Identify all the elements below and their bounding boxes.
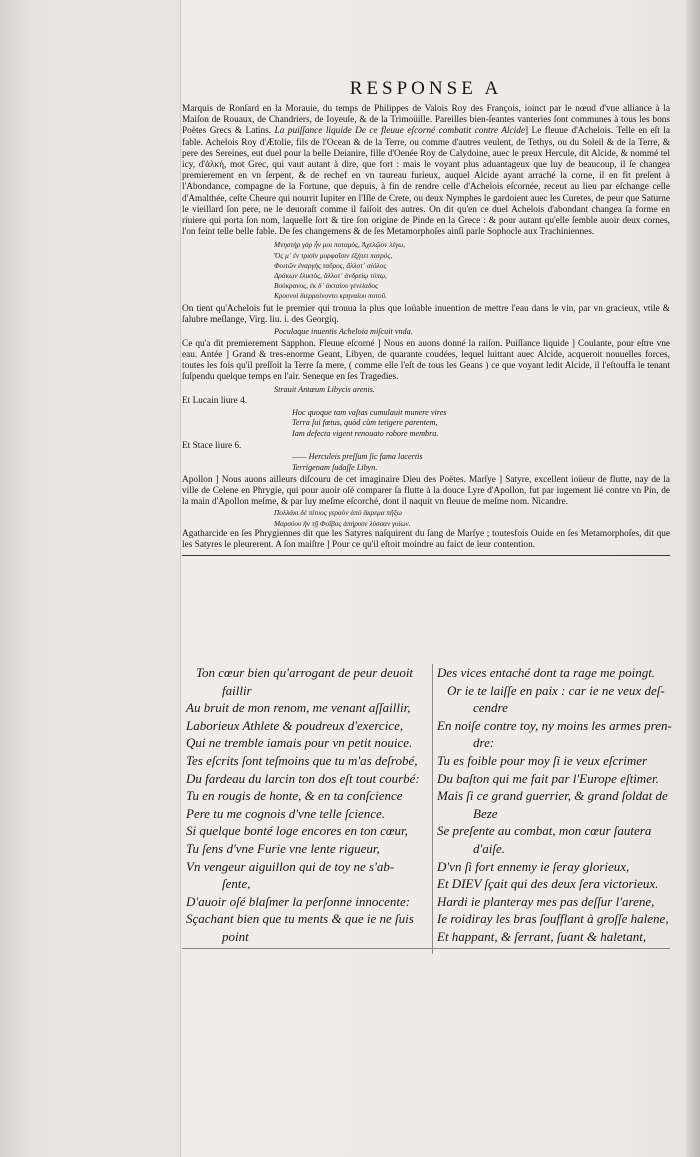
column-divider bbox=[432, 664, 433, 954]
greek-quotation bbox=[182, 240, 670, 301]
verse-continuation: dre: bbox=[473, 735, 495, 751]
latin-quotation: Poculaque inuentis Acheloia miſcuit vnda. bbox=[274, 327, 413, 337]
verse-line: Sçachant bien que tu ments & que ie ne ſuis bbox=[186, 911, 414, 927]
verse-continuation: ſente, bbox=[222, 876, 251, 892]
citation-line: Et Lucain liure 4. bbox=[182, 396, 248, 407]
verse-line: Se preſente au combat, mon cœur ſautera bbox=[437, 823, 652, 839]
verse-line: Pere tu me cognois d'vne telle ſcience. bbox=[186, 805, 386, 821]
verse-line: Laborieux Athlete & poudreux d'exercice, bbox=[186, 717, 404, 733]
verse-line: D'auoir oſé blaſmer la perſonne innocente: bbox=[186, 893, 411, 909]
verse-line: Hardi ie planteray mes pas deſſur l'arene, bbox=[437, 893, 655, 909]
commentary-text: Marquis de Ronſard en la Morauie, du temps de Philippes de Valois Roy des François, ioinct par le nœud d'vne alliance à la Maiſon de Rouaux, de Chandriers, de Ioyeuſe, & de la Trimoüille. Pareilles bien-ſeantes vanteries ſont communes à tous les bons Poëtes Grecs & Latins. bbox=[182, 104, 670, 137]
poem-block bbox=[182, 664, 670, 954]
verse-line: Ie roidiray les bras ſoufflant à groſſe halene, bbox=[437, 911, 669, 927]
verse-continuation: faillir bbox=[222, 682, 252, 698]
fold-line bbox=[180, 0, 181, 1157]
verse-line: Vn vengeur aiguillon qui de toy ne s'ab- bbox=[186, 858, 395, 874]
verse-line: Tu ſens d'vne Furie vne lente rigueur, bbox=[186, 840, 380, 856]
latin-verse: —— Herculeis preſſum ſic fama lacertis bbox=[292, 452, 423, 462]
poem-left-column bbox=[186, 664, 429, 946]
verse-line: Qui ne tremble iamais pour vn petit nouice. bbox=[186, 735, 413, 751]
greek-verse: Φοιτῶν ἐναργὴς ταῦρος, ἄλλοτ᾽ αἰόλος bbox=[274, 260, 387, 270]
latin-verse: Hoc quoque tam vaſtas cumulauit munere vires bbox=[292, 407, 447, 417]
verse-continuation: point bbox=[222, 928, 249, 944]
commentary-paragraph bbox=[182, 104, 670, 238]
verse-line: Et happant, & ſerrant, ſuant & haletant, bbox=[437, 928, 647, 944]
greek-verse: Κρουνοὶ διερραίνοντο κρηναίου ποτοῦ. bbox=[274, 291, 387, 301]
greek-verse: Δράκων ἑλικτὸς, ἄλλοτ᾽ ἀνδρείῳ τύπῳ, bbox=[274, 271, 387, 281]
verse-line: Au bruit de mon renom, me venant aſſaillir, bbox=[186, 700, 411, 716]
verse-line: Et DIEV ſçait qui des deux ſera victorieux. bbox=[437, 876, 659, 892]
verse-line: Tes eſcrits ſont teſmoins que tu m'as deſrobé, bbox=[186, 752, 418, 768]
verse-line: Or ie te laiſſe en paix : car ie ne veux deſ- bbox=[447, 682, 665, 698]
bottom-rule bbox=[182, 948, 670, 949]
commentary-paragraph: On tient qu'Achelois fut le premier qui trouua la plus que loüable inuention de mettre l'eau dans le vin, par vn gracieux, vtile & ſalubre meſlange, Virg. liu. i. des Georgiq. bbox=[182, 303, 670, 325]
section-rule bbox=[182, 555, 670, 556]
latin-quotation: Strauit Antæum Libycis arenis. bbox=[274, 384, 375, 394]
citation-line: Et Stace liure 6. bbox=[182, 441, 242, 452]
verse-line: Des vices entaché dont ta rage me poingt. bbox=[437, 665, 656, 680]
verse-line: Ton cœur bien qu'arrogant de peur deuoit bbox=[196, 665, 414, 680]
commentary-paragraph: Agatharcide en ſes Phrygiennes dit que les Satyres naſquirent du ſang de Marſye ; toutesfois Ouide en ſes Metamorphoſes, dit que les Satyres le pleurerent. A ſon maiſtre ] Pour ce qu'il eſtoit moindre au faict de leur contention. bbox=[182, 528, 670, 551]
greek-verse: Βούκρανος, ἐκ δ᾽ ἀκταίου γενείαδος bbox=[274, 281, 378, 291]
latin-verse: Terra ſui fœtus, quòd cùm tetigere parentem, bbox=[292, 418, 438, 428]
verse-continuation: d'aiſe. bbox=[473, 840, 506, 856]
commentary-paragraph: Apollon ] Nous auons ailleurs diſcouru de cet imaginaire Dieu des Poëtes. Marſye ] Satyre, excellent ioüeur de flutte, nay de la ville de Celene en Phrygie, qui pour auoir oſé comparer ſa flutte à la douce Lyre d'Apollon, fut par iugement lié contre vn Pin, de la main d'Apollon meſme, & par luy meſme eſcorché, dont il naquit vn fleuue de meſme nom. Nicandre. bbox=[182, 474, 670, 508]
verse-line: Du fardeau du larcin ton dos eſt tout courbé: bbox=[186, 770, 420, 786]
verse-line: Tu en rougis de honte, & en ta conſcience bbox=[186, 788, 403, 804]
verse-line: Du baſton qui me fait par l'Europe eſtimer. bbox=[437, 770, 659, 786]
commentary-paragraph: Ce qu'a dit premierement Sapphon. Fleuue eſcorné ] Nous en auons donné la raiſon. Puiſſance liquide ] Coulante, pour eſtre vne eau. Antée ] Grand & tres-enorme Geant, Libyen, de quarante coudées, lequel luittant auec Alcide, acqueroit nouuelles forces, toutes les fois qu'il preſſoit la Terre ſa mere, ( comme elle l'eſt de tous les Geans ) ce que voyant ledit Alcide, il l'eſtouffa le tenant ſuſpendu quelque temps en l'air. Seneque en ſes Tragedies. bbox=[182, 338, 670, 383]
verse-continuation: cendre bbox=[473, 700, 508, 716]
greek-verse: Ὅς μ᾽ ἐν τρισὶν μορφαῖσιν ἐξῄτει πατρός, bbox=[274, 250, 393, 260]
lemma-reference: La puiſſance liquide De ce fleuue eſcorné combatit contre Alcide bbox=[274, 126, 525, 137]
verse-line: Tu es foible pour moy ſi ie veux eſcrimer bbox=[437, 752, 648, 768]
verse-continuation: Beze bbox=[473, 805, 498, 821]
greek-verse: Πολλάκι δὲ πίτυος γεραὸν ἀπὸ ἄκρεμα πῆξω bbox=[274, 508, 402, 518]
verse-line: D'vn ſi fort ennemy ie ſeray glorieux, bbox=[437, 858, 630, 874]
greek-verse: Μνηστὴρ γὰρ ἦν μοι ποταμὸς, Ἀχελῷον λέγω, bbox=[274, 240, 406, 250]
latin-verse: Iam defecta vigent renouato robore membra. bbox=[292, 429, 439, 439]
verse-line: En noiſe contre toy, ny moins les armes pren- bbox=[437, 717, 672, 733]
running-header: RESPONSE A bbox=[349, 78, 503, 99]
verse-line: Mais ſi ce grand guerrier, & grand ſoldat de bbox=[437, 788, 668, 804]
page-edge bbox=[686, 0, 700, 1157]
verse-line: Si quelque bonté loge encores en ton cœur, bbox=[186, 823, 408, 839]
commentary-text: ] Le fleuue d'Achelois. Telle en eſt la fable. Achelois Roy d'Ætolie, fils de l'Ocean & de la Terre, ou comme d'autres veulent, de Tethys, ou du Soleil & de la Terre, & pere des Sereines, eut duel pour la belle Deianire, fille d'Oenée Roy de Calydoine, auec le preux Hercule, dit Alcide, & nommé tel icy, d'ἀλκή, mot Grec, qui vaut autant à dire, que fort : mais le voyant plus aduantageux que luy de beaucoup, il ſe changea premierement en vn ſerpent, & de rechef en vn taureau furieux, auquel Alcide ayant arraché la corne, il en fit preſent à l'Abondance, compagne de la Fortune, que depuis, à fin de rendre celle d'Achelois eſcornée, receut au lieu par eſchange celle d'Amalthée, ceſte Cheure qui nourrit Iupiter en l'Iſle de Crete, ou deux Nymphes le gardoient auec les Curetes, de peur que Saturne le vieillard ſon pere, ne le deuoraſt comme il faiſoit des autres. On dit qu'en ce duel Achelois d'abondant changea ſa forme en riuiere qui porta ſon nom, laquelle ſort & tire ſon origine de Pinde en la Grece : & pour autant qu'elle ſemble auoir deux cornes, l'on feint telle belle fable. De ſes changemens & de ſes Metamorphoſes ainſi parle Sophocle aux Trachiniennes. bbox=[182, 126, 670, 238]
text-column bbox=[182, 70, 670, 556]
latin-verse: Terrigenam ſudaſſe Libyn. bbox=[292, 463, 378, 473]
left-margin bbox=[0, 0, 180, 1157]
greek-verse: Μαρσύου ἢν τῇ Φοῖβος ἀπήρυσε λύσσαν γυίων. bbox=[274, 518, 411, 528]
poem-right-column bbox=[437, 664, 670, 946]
